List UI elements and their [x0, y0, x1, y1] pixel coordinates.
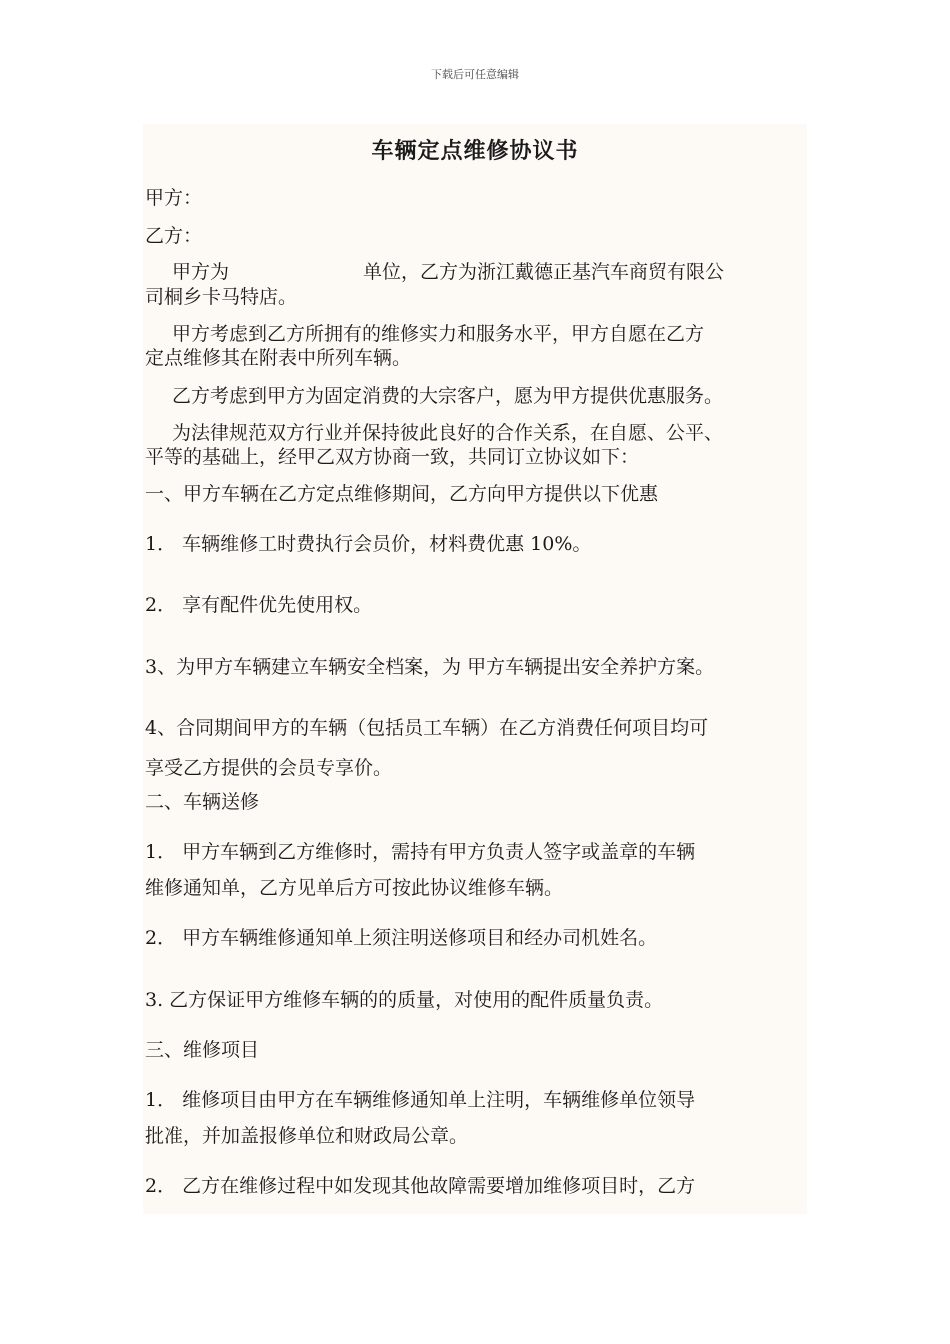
- intro-paragraph-3: 乙方考虑到甲方为固定消费的大宗客户，愿为甲方提供优惠服务。: [172, 385, 724, 407]
- section-1-item-2: 2． 享有配件优先使用权。: [145, 594, 373, 616]
- section-1-item-4-cont: 享受乙方提供的会员专享价。: [145, 757, 393, 779]
- intro-paragraph-4: 为法律规范双方行业并保持彼此良好的合作关系，在自愿、公平、: [172, 422, 724, 444]
- document-title: 车辆定点维修协议书: [371, 138, 579, 164]
- section-2-item-2: 2． 甲方车辆维修通知单上须注明送修项目和经办司机姓名。: [145, 927, 658, 949]
- section-2-heading: 二、车辆送修: [145, 791, 260, 813]
- section-1-item-3: 3、为甲方车辆建立车辆安全档案，为 甲方车辆提出安全养护方案。: [145, 656, 715, 678]
- section-3-item-1: 1． 维修项目由甲方在车辆维修通知单上注明，车辆维修单位领导: [145, 1089, 696, 1111]
- intro-paragraph-4-cont: 平等的基础上，经甲乙双方协商一致，共同订立协议如下：: [145, 446, 640, 468]
- section-1-heading: 一、甲方车辆在乙方定点维修期间，乙方向甲方提供以下优惠: [145, 483, 659, 505]
- intro-paragraph-1: [172, 260, 812, 285]
- intro-paragraph-1-cont: 司桐乡卡马特店。: [145, 286, 298, 308]
- section-2-item-1: 1． 甲方车辆到乙方维修时，需持有甲方负责人签字或盖章的车辆: [145, 841, 696, 863]
- section-2-item-1-cont: 维修通知单，乙方见单后方可按此协议维修车辆。: [145, 877, 564, 899]
- section-2-item-3: 3. 乙方保证甲方维修车辆的的质量，对使用的配件质量负责。: [145, 989, 664, 1011]
- intro-p1-end: 单位，乙方为浙江戴德正基汽车商贸有限公: [363, 261, 725, 283]
- intro-paragraph-2-cont: 定点维修其在附表中所列车辆。: [145, 347, 412, 369]
- section-3-item-2: 2． 乙方在维修过程中如发现其他故障需要增加维修项目时，乙方: [145, 1175, 696, 1197]
- section-1-item-1: 1． 车辆维修工时费执行会员价，材料费优惠 10%。: [145, 533, 592, 555]
- section-3-heading: 三、维修项目: [145, 1039, 260, 1061]
- party-a-label: 甲方：: [145, 187, 203, 209]
- intro-p1-start: 甲方为: [172, 261, 230, 283]
- section-3-item-1-cont: 批准，并加盖报修单位和财政局公章。: [145, 1125, 469, 1147]
- party-b-label: 乙方：: [145, 225, 203, 247]
- header-watermark: 下载后可任意编辑: [431, 68, 519, 81]
- intro-paragraph-2: 甲方考虑到乙方所拥有的维修实力和服务水平，甲方自愿在乙方: [172, 323, 705, 345]
- section-1-item-4: 4、合同期间甲方的车辆（包括员工车辆）在乙方消费任何项目均可: [145, 717, 709, 739]
